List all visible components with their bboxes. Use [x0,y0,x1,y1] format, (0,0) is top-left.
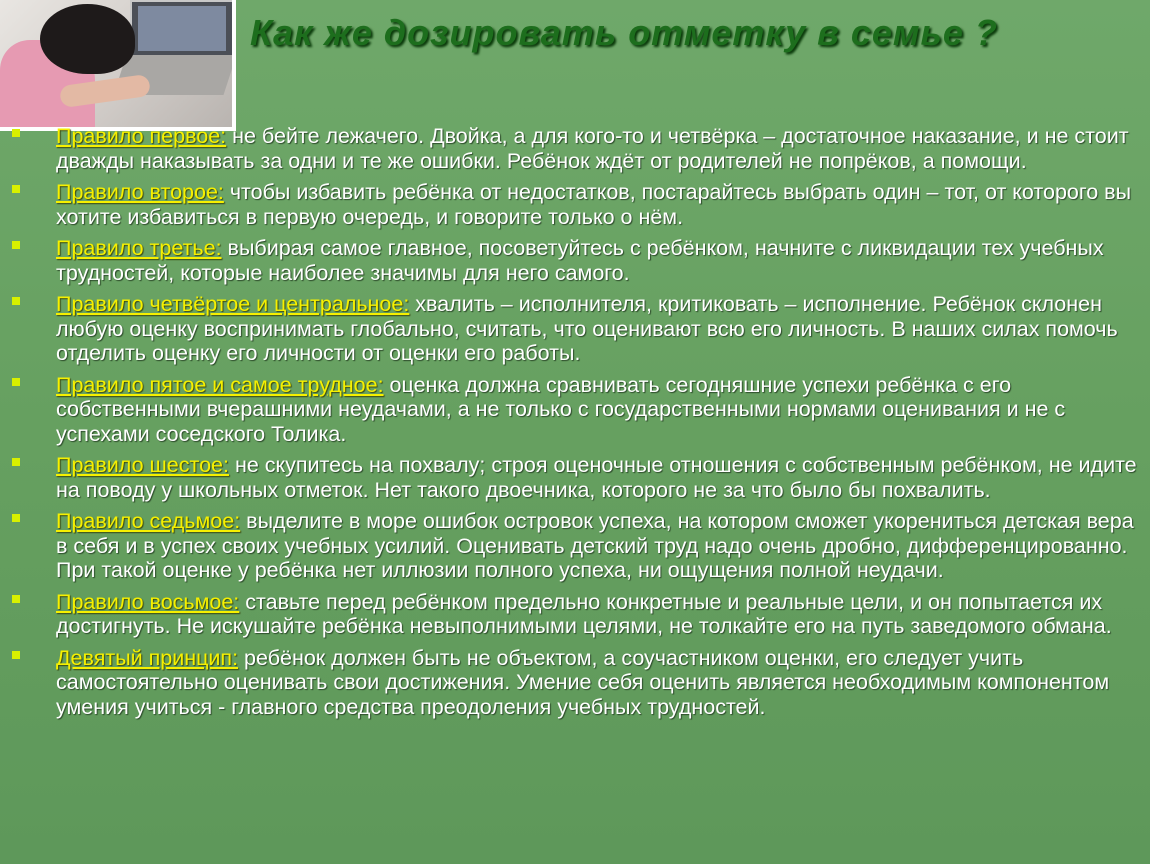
rule-text: выделите в море ошибок островок успеха, на котором сможет укорениться детская вера в себя и в успех своих учебных усилий. Оценивать детский труд надо очень дробно, дифференцированно. При такой оценке у ребёнка нет иллюзии полного успеха, ни ощущения полной неудачи. [56,509,1134,582]
rule-item-3 [12,236,1142,285]
rule-text: выбирая самое главное, посоветуйтесь с ребёнком, начните с ликвидации тех учебных трудностей, которые наиболее значимы для него самого. [56,236,1104,285]
rule-name: Правило третье: [56,236,222,260]
rule-item-9 [12,646,1142,720]
rule-item-2 [12,180,1142,229]
rule-item-4 [12,292,1142,366]
bullet-icon [12,651,20,659]
bullet-icon [12,514,20,522]
bullet-icon [12,185,20,193]
rule-name: Девятый принцип: [56,645,239,670]
rule-name: Правило четвёртое и центральное: [56,292,410,316]
rule-item-8 [12,590,1142,639]
rule-item-1 [12,124,1142,173]
bullet-icon [12,297,20,305]
header-photo [0,0,236,131]
rule-name: Правило восьмое: [56,589,240,614]
rule-text: ставьте перед ребёнком предельно конкретные и реальные цели, и он попытается их достигнуть. Не искушайте ребёнка невыполнимыми целями, не толкайте его на путь заведомого обмана. [56,589,1112,638]
rule-text: не бейте лежачего. Двойка, а для кого-то и четвёрка – достаточное наказание, и не стоит дважды наказывать за одни и те же ошибки. Ребёнок ждёт от родителей не попрёков, а помощи. [56,124,1129,173]
rule-name: Правило первое: [56,124,227,148]
bullet-icon [12,241,20,249]
rule-name: Правило шестое: [56,453,229,477]
rules-list [12,124,1142,726]
rule-item-7 [12,509,1142,583]
rule-text: ребёнок должен быть не объектом, а соучастником оценки, его следует учить самостоятельно оценивать свои достижения. Умение себя оценить является необходимым компонентом умения учиться - главного средства преодоления учебных трудностей. [56,645,1110,719]
bullet-icon [12,129,20,137]
rule-item-5 [12,373,1142,447]
bullet-icon [12,458,20,466]
rule-name: Правило пятое и самое трудное: [56,372,384,397]
rule-text: оценка должна сравнивать сегодняшние успехи ребёнка с его собственными вчерашними неудачами, а не только с государственными нормами оценивания и не с успехами соседского Толика. [56,372,1066,446]
rule-text: хвалить – исполнителя, критиковать – исполнение. Ребёнок склонен любую оценку воспринимать глобально, считать, что оценивают всю его личность. В наших силах помочь отделить оценку его личности от оценки его работы. [56,292,1118,365]
laptop-illustration [130,0,234,59]
bullet-icon [12,378,20,386]
rule-text: не скупитесь на похвалу; строя оценочные отношения с собственным ребёнком, не идите на поводу у школьных отметок. Нет такого двоечника, которого не за что было бы похвалить. [56,453,1137,502]
slide-title: Как же дозировать отметку в семье ? [250,12,998,53]
rule-item-6 [12,453,1142,502]
rule-name: Правило седьмое: [56,509,241,533]
bullet-icon [12,595,20,603]
rule-name: Правило второе: [56,180,224,204]
rule-text: чтобы избавить ребёнка от недостатков, постарайтесь выбрать один – тот, от которого вы хотите избавиться в первую очередь, и говорите только о нём. [56,180,1132,229]
